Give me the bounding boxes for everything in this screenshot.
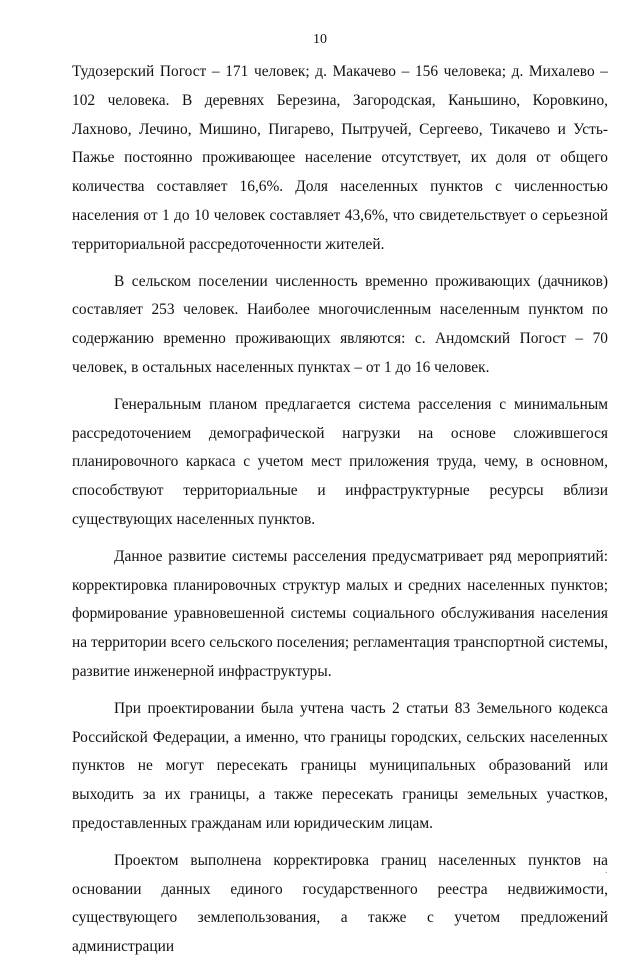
paragraph-land-code: При проектировании была учтена часть 2 статьи 83 Земельного кодекса Российской Федерации, а именно, что границы городских, сельских населенных пунктов не могут пересекать границы муниципальных образований или выходить за их границы, а также пересекать границы земельных участков, предоставленных гражданам или юридическим лицам. — [72, 699, 608, 832]
paragraph-development-measures: Данное развитие системы расселения предусматривает ряд мероприятий: корректировка планировочных структур малых и средних населенных пунктов; формирование уравновешенной системы социального обслуживания населения на территории всего сельского поселения; регламентация транспортной системы, развитие инженерной инфраструктуры. — [72, 547, 608, 680]
paragraph-population-continuation: Тудозерский Погост – 171 человек; д. Макачево – 156 человека; д. Михалево – 102 человека. В деревнях Березина, Загородская, Каньшино, Коровкино, Лахново, Лечино, Мишино, Пигарево, Пытручей, Сергеево, Тикачево и Усть-Пажье постоянно проживающее население отсутствует, их доля от общего количества составляет 16,6%. Доля населенных пунктов с численностью населения от 1 до 10 человек составляет 43,6%, что свидетельствует о серьезной территориальной рассредоточенности жителей. — [72, 63, 608, 253]
document-body — [72, 58, 608, 970]
page-number: 10 — [313, 32, 327, 47]
paragraph-settlement-system: Генеральным планом предлагается система расселения с минимальным рассредоточением демографической нагрузки на основе сложившегося планировочного каркаса с учетом мест приложения труда, чему, в основном, способствуют территориальные и инфраструктурные ресурсы вблизи существующих населенных пунктов. — [72, 395, 608, 528]
paragraph-boundary-correction: Проектом выполнена корректировка границ населенных пунктов на основании данных единого государственного реестра недвижимости, существующего землепользования, а также с учетом предложений администрации — [72, 851, 608, 956]
scan-margin-mark: · — [604, 868, 608, 879]
paragraph-temporary-residents: В сельском поселении численность временно проживающих (дачников) составляет 253 человек. Наиболее многочисленным населенным пунктом по содержанию временно проживающих являются: с. Андомский Погост – 70 человек, в остальных населенных пунктах – от 1 до 16 человек. — [72, 272, 608, 376]
